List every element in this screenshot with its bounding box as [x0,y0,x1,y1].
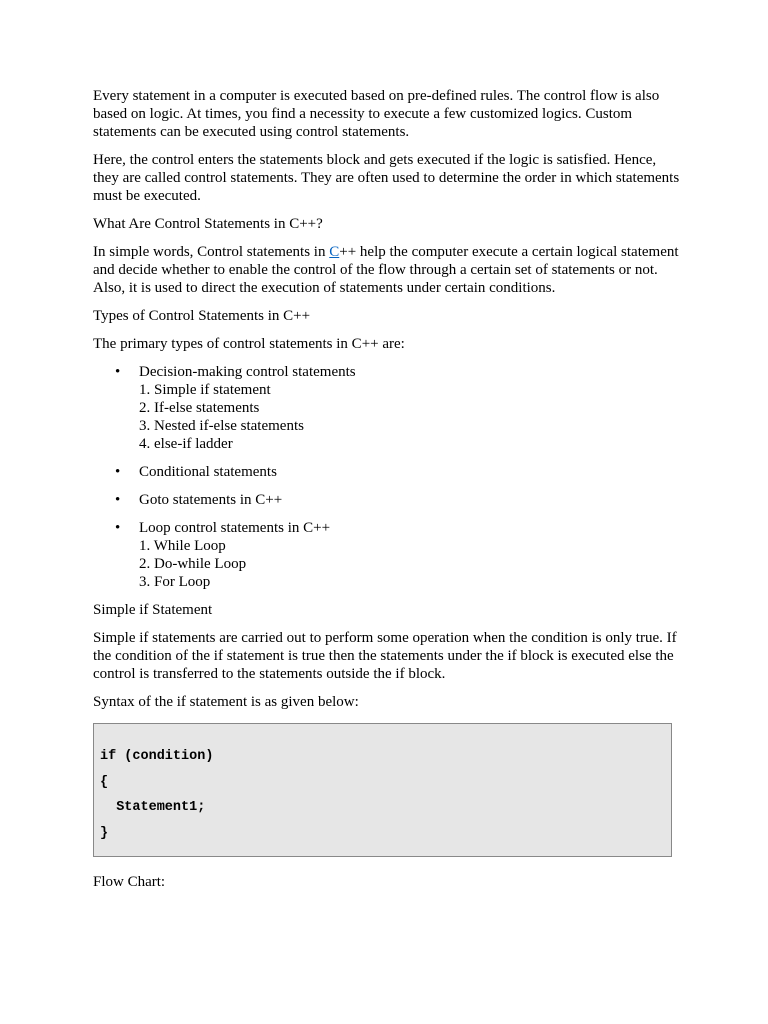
control-statement-types-list [93,363,683,591]
list-item [93,463,683,481]
list-item-label: Loop control statements in C++ [139,520,331,536]
simple-if-paragraph: Simple if statements are carried out to perform some operation when the condition is only true. If the condition of the if statement is true then the statements under the if block is executed else the control is transferred to the statements outside the if block. [93,630,677,682]
sub-item: 1. While Loop [139,538,226,554]
code-line: } [100,825,109,841]
bullet-icon: • [115,464,121,480]
heading-simple-if-statement: Simple if Statement [93,602,213,618]
heading-types-of-control-statements: Types of Control Statements in C++ [93,308,311,324]
list-item-label: Decision-making control statements [139,364,356,380]
sub-item: 3. For Loop [139,574,211,590]
list-item-label: Goto statements in C++ [139,492,283,508]
control-paragraph: Here, the control enters the statements block and gets executed if the logic is satisfied. Hence, they are called control statements. They are often used to determine the order in which statements must be executed. [93,152,680,204]
bullet-icon: • [115,364,121,380]
sub-item: 4. else-if ladder [139,436,233,452]
sub-item: 1. Simple if statement [139,382,271,398]
code-block [93,723,672,857]
document-body [93,87,683,901]
list-item [93,519,683,591]
list-item [93,491,683,509]
list-item [93,363,683,453]
code-line: if (condition) [100,749,214,764]
cpp-link[interactable]: C [329,244,340,260]
sub-item: 3. Nested if-else statements [139,418,304,434]
intro-paragraph: Every statement in a computer is executed based on pre-defined rules. The control flow is also based on logic. At times, you find a necessity to execute a few customized logics. Custom statements can be executed using control statements. [93,88,660,140]
syntax-intro-paragraph: Syntax of the if statement is as given below: [93,694,359,710]
definition-paragraph [93,243,683,297]
definition-text-start: In simple words, Control statements in [93,244,330,260]
definition-text-end: ++ help the computer execute a certain logical statement and decide whether to enable the control of the flow through a certain set of statements or not. Also, it is used to direct the execution of statements under certain conditions. [93,244,679,296]
list-item-label: Conditional statements [139,464,277,480]
bullet-icon: • [115,520,121,536]
heading-what-are-control-statements: What Are Control Statements in C++? [93,216,323,232]
code-line: Statement1; [100,800,206,815]
bullet-icon: • [115,492,121,508]
sub-item: 2. Do-while Loop [139,556,247,572]
sub-item: 2. If-else statements [139,400,260,416]
code-line: { [100,774,109,790]
heading-flow-chart: Flow Chart: [93,874,166,890]
types-intro-paragraph: The primary types of control statements in C++ are: [93,336,405,352]
